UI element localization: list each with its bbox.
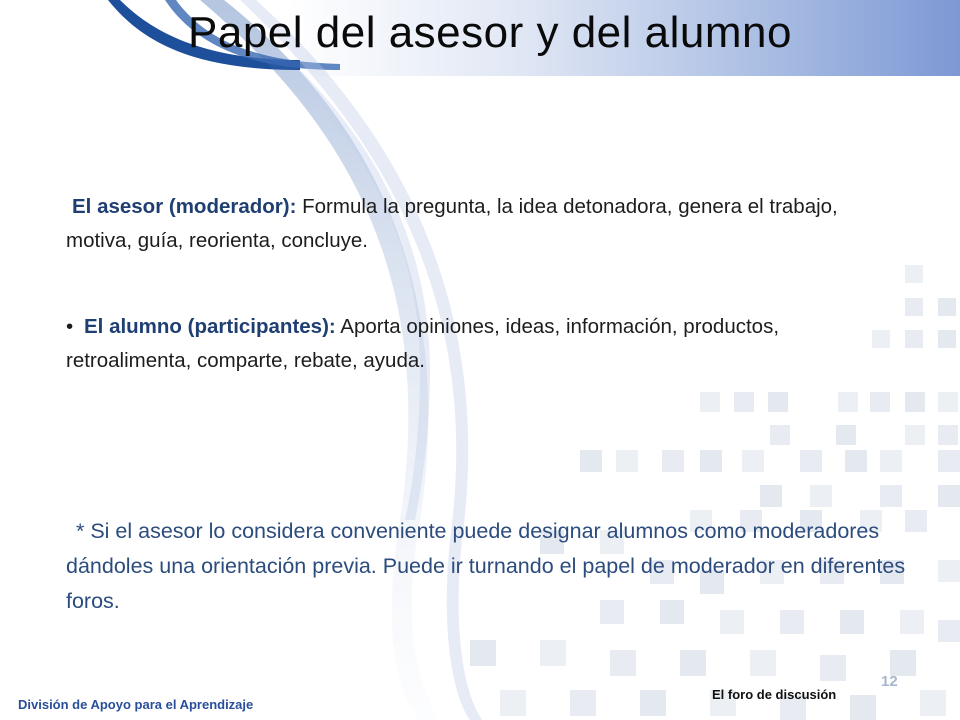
alumno-paragraph [66,310,876,378]
slide-title: Papel del asesor y del alumno [188,8,792,57]
footer-organization: División de Apoyo para el Aprendizaje [18,697,254,712]
page-number: 12 [881,673,898,690]
footer-topic: El foro de discusión [712,687,837,702]
asesor-label: El asesor (moderador): [72,195,297,218]
asesor-text: Formula la pregunta, la idea detonadora, genera el trabajo, motiva, guía, reorienta, concluye. [66,195,838,252]
note-paragraph: * Si el asesor lo considera conveniente puede designar alumnos como moderadores dándoles una orientación previa. Puede ir turnando el papel de moderador en diferentes foros. [66,519,906,613]
alumno-label: El alumno (participantes): [84,315,336,338]
bullet-icon: • [66,315,74,338]
alumno-text: Aporta opiniones, ideas, información, productos, retroalimenta, comparte, rebate, ayuda. [66,315,780,372]
asesor-paragraph [66,190,876,258]
